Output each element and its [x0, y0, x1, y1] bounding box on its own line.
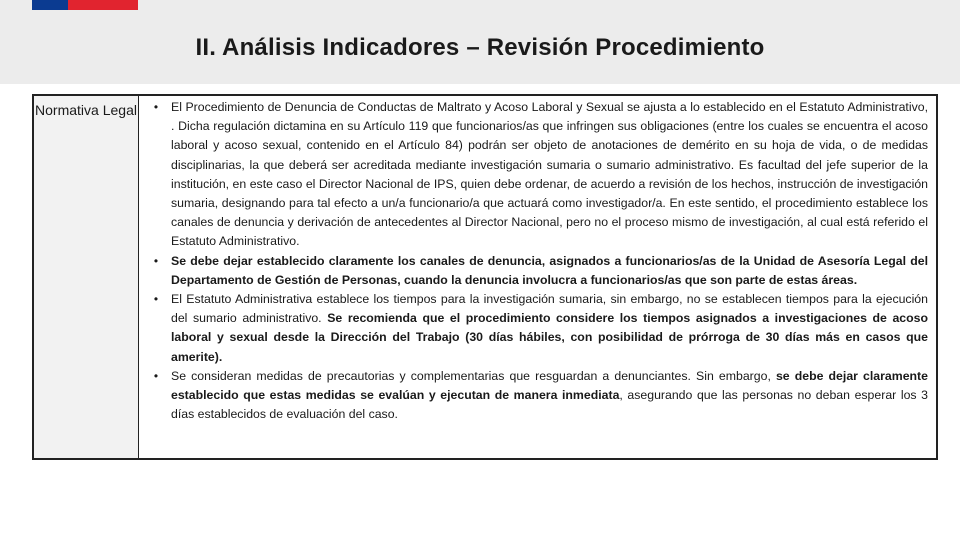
bullet-text-part: Se consideran medidas de precautorias y complementarias que resguardan a denunciantes. Sin embargo, — [171, 368, 776, 383]
content-table — [32, 94, 938, 460]
flag-stripe-blue — [32, 0, 68, 10]
bullet-dot-icon: • — [153, 100, 159, 114]
bullet-text-part: El Estatuto Administrativa establece los tiempos para la investigación sumaria, sin embargo, no se establecen tiempos para la ejecución del sumario administrativo. — [171, 292, 928, 326]
bullet-text-part: , asegurando que las personas no deban esperar los 3 días establecidos de evaluación del caso. — [171, 388, 928, 422]
bullet-text-part-bold: se debe dejar claramente establecido que estas medidas se evalúan y ejecutan de manera inmediata — [171, 368, 928, 403]
bullet-list — [149, 98, 928, 424]
bullet-text — [171, 367, 928, 425]
bullet-item — [149, 367, 928, 425]
slide-title: II. Análisis Indicadores – Revisión Procedimiento — [195, 34, 765, 61]
row-label: Normativa Legal — [34, 96, 139, 458]
slide-header — [0, 0, 960, 84]
bullet-item — [149, 98, 928, 252]
bullet-item — [149, 252, 928, 290]
bullet-text-part-bold: Se recomienda que el procedimiento considere los tiempos asignados a investigaciones de acoso laboral y sexual desde la Dirección del Trabajo (30 días hábiles, con posibilidad de prórroga de 30 días más en casos que amerite). — [171, 311, 929, 364]
bullet-item — [149, 290, 928, 367]
bullet-dot-icon: • — [153, 292, 159, 307]
bullet-text — [171, 290, 928, 367]
bullet-text-part: El Procedimiento de Denuncia de Conductas de Maltrato y Acoso Laboral y Sexual se ajusta a lo establecido en el Estatuto Administrativo, . Dicha regulación dictamina en su Artículo 119 que funcionarios/as que infringen sus obligaciones (entre los cuales se encuentra el acoso laboral y acoso sexual, contenido en el Artículo 84) podrán ser objeto de anotaciones de demérito en su hoja de vida, o de medidas disciplinarias, la que deberá ser acreditada mediante investigación sumaria o sumario administrativo. Es facultad del jefe superior de la institución, en este caso el Director Nacional de IPS, quien debe ordenar, de acuerdo a revisión de los hechos, instrucción de investigación sumaria, designando para tal efecto a un/a funcionario/a que actuará como investigador/a. En este sentido, el procedimiento establece los canales de denuncia y derivación de antecedentes al Director Nacional, pero no el proceso mismo de investigación, al cual está referido el Estatuto Administrativo. — [171, 100, 928, 249]
bullet-dot-icon: • — [153, 368, 159, 383]
bullet-dot-icon: • — [153, 253, 159, 268]
bullet-text-part: Se debe dejar establecido claramente los canales de denuncia, asignados a funcionarios/as de la Unidad de Asesoría Legal del Departamento de Gestión de Personas, cuando la denuncia involucra a funcionarios/as que son parte de estas áreas. — [171, 253, 928, 287]
flag-stripe-red — [68, 0, 138, 10]
bullet-text — [171, 98, 928, 252]
bullet-text — [171, 252, 928, 290]
row-content — [139, 96, 936, 458]
